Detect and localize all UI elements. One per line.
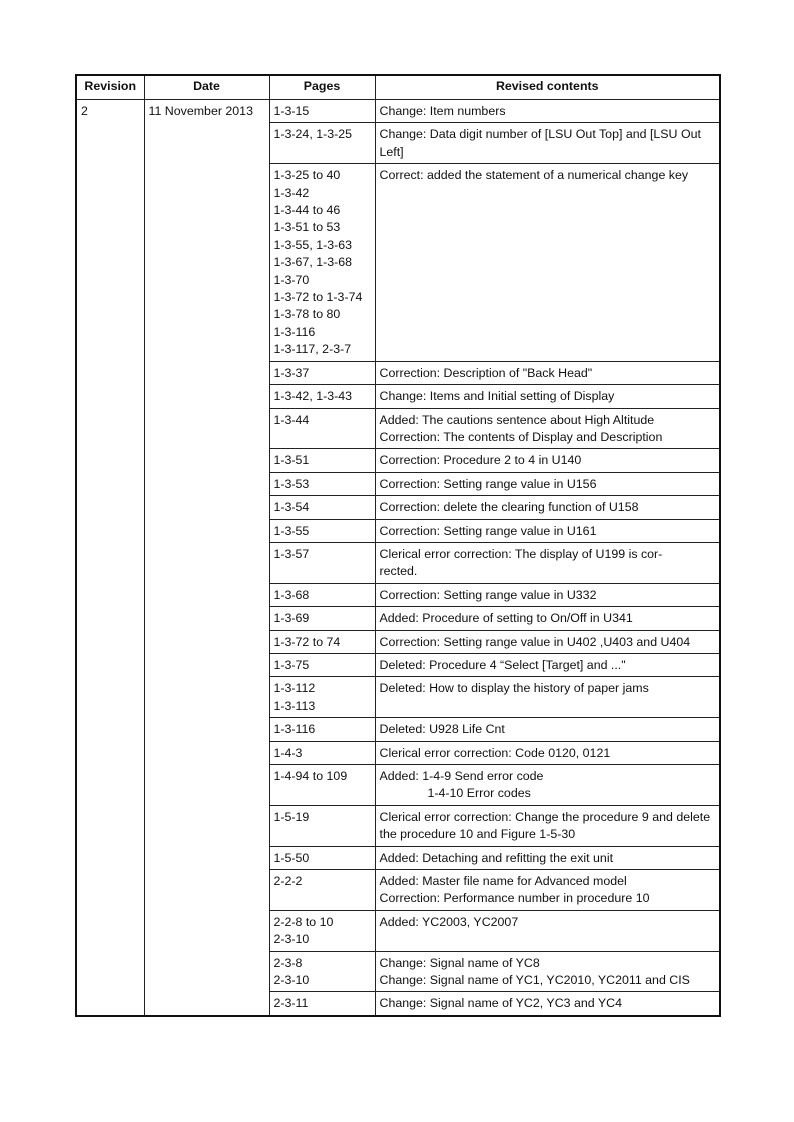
pages-cell xyxy=(269,805,375,846)
page-ref: 1-5-50 xyxy=(273,850,310,865)
page-ref: 1-3-57 xyxy=(273,546,310,561)
revised-contents-cell xyxy=(375,164,720,361)
content-line: Change: Signal name of YC2, YC3 and YC4 xyxy=(379,996,622,1011)
pages-cell xyxy=(269,449,375,472)
page-ref: 1-3-72 to 1-3-74 xyxy=(273,290,363,305)
page-ref: 1-3-68 xyxy=(273,587,310,602)
header-date: Date xyxy=(144,75,269,100)
page-ref: 1-5-19 xyxy=(273,809,310,824)
page-ref: 2-3-11 xyxy=(273,996,309,1011)
pages-cell xyxy=(269,519,375,542)
pages-cell xyxy=(269,630,375,653)
pages-cell xyxy=(269,100,375,123)
revised-contents-cell xyxy=(375,677,720,718)
content-line: 1-4-10 Error codes xyxy=(427,786,531,801)
revised-contents-cell xyxy=(375,765,720,806)
header-row xyxy=(76,75,720,100)
page-ref: 2-3-10 xyxy=(273,932,310,947)
revision-number: 2 xyxy=(76,100,144,1016)
pages-cell xyxy=(269,496,375,519)
content-line: Correction: Description of "Back Head" xyxy=(379,365,593,380)
revised-contents-cell xyxy=(375,718,720,741)
page-ref: 2-3-8 xyxy=(273,955,303,970)
revised-contents-cell xyxy=(375,472,720,495)
revised-contents-cell xyxy=(375,910,720,951)
page-ref: 1-3-54 xyxy=(273,500,310,515)
content-line: Change: Items and Initial setting of Display xyxy=(379,389,615,404)
header-pages: Pages xyxy=(269,75,375,100)
page-ref: 1-3-44 to 46 xyxy=(273,203,341,218)
content-line: Correction: delete the clearing function of U158 xyxy=(379,500,639,515)
page-ref: 1-3-116 xyxy=(273,722,316,737)
pages-cell xyxy=(269,870,375,911)
revised-contents-cell xyxy=(375,741,720,764)
content-line: Correction: Procedure 2 to 4 in U140 xyxy=(379,453,582,468)
page-ref: 1-3-51 to 53 xyxy=(273,220,341,235)
page-ref: 1-3-116 xyxy=(273,324,316,339)
revised-contents-cell xyxy=(375,951,720,992)
content-line: Correction: The contents of Display and Description xyxy=(379,429,663,444)
page-ref: 1-3-78 to 80 xyxy=(273,307,341,322)
revised-contents-cell xyxy=(375,630,720,653)
table-body xyxy=(76,100,720,1016)
pages-cell xyxy=(269,542,375,583)
pages-cell xyxy=(269,718,375,741)
content-line: Correction: Setting range value in U161 xyxy=(379,523,597,538)
page-ref: 1-3-44 xyxy=(273,412,310,427)
revised-contents-cell xyxy=(375,123,720,164)
content-line: Correction: Performance number in procedure 10 xyxy=(379,891,650,906)
revision-date: 11 November 2013 xyxy=(144,100,269,1016)
page-ref: 1-3-42, 1-3-43 xyxy=(273,389,353,404)
pages-cell xyxy=(269,385,375,408)
pages-cell xyxy=(269,765,375,806)
content-line: Correction: Setting range value in U402 ,U403 and U404 xyxy=(379,634,691,649)
page-ref: 1-3-69 xyxy=(273,611,310,626)
pages-cell xyxy=(269,472,375,495)
content-line: Added: Procedure of setting to On/Off in U341 xyxy=(379,611,633,626)
page-ref: 1-3-37 xyxy=(273,365,310,380)
content-line: Added: 1-4-9 Send error code xyxy=(379,769,544,783)
page-ref: 1-3-42 xyxy=(273,185,310,200)
page-ref: 1-4-94 to 109 xyxy=(273,769,348,783)
pages-cell xyxy=(269,992,375,1016)
content-line: rected. xyxy=(379,564,418,579)
content-line: Added: Detaching and refitting the exit unit xyxy=(379,850,614,865)
header-revised-contents: Revised contents xyxy=(375,75,720,100)
content-line: Added: The cautions sentence about High Altitude xyxy=(379,412,655,427)
page-ref: 1-3-55, 1-3-63 xyxy=(273,237,353,252)
content-line: Change: Signal name of YC1, YC2010, YC2011 and CIS xyxy=(379,973,690,988)
page-ref: 1-3-25 to 40 xyxy=(273,168,341,183)
content-line: Clerical error correction: Code 0120, 0121 xyxy=(379,745,611,760)
revised-contents-cell xyxy=(375,992,720,1016)
pages-cell xyxy=(269,741,375,764)
revised-contents-cell xyxy=(375,449,720,472)
content-line: Added: Master file name for Advanced model xyxy=(379,874,627,889)
content-line: Clerical error correction: Change the procedure 9 and delete the procedure 10 and Figure 1-5-30 xyxy=(379,809,714,842)
pages-cell xyxy=(269,846,375,869)
content-line: Change: Signal name of YC8 xyxy=(379,955,540,970)
header-revision: Revision xyxy=(76,75,144,100)
revised-contents-cell xyxy=(375,542,720,583)
revised-contents-cell xyxy=(375,805,720,846)
revised-contents-cell xyxy=(375,496,720,519)
revised-contents-cell xyxy=(375,870,720,911)
content-line: Correct: added the statement of a numerical change key xyxy=(379,168,689,183)
content-line: Deleted: How to display the history of paper jams xyxy=(379,681,649,696)
content-line: Correction: Setting range value in U156 xyxy=(379,476,597,491)
pages-cell xyxy=(269,583,375,606)
page-ref: 2-3-10 xyxy=(273,973,310,988)
pages-cell xyxy=(269,607,375,630)
page-ref: 1-3-113 xyxy=(273,698,316,713)
content-line: Deleted: U928 Life Cnt xyxy=(379,722,505,737)
page-ref: 1-3-72 to 74 xyxy=(273,634,341,649)
content-line: Deleted: Procedure 4 “Select [Target] and ..." xyxy=(379,657,626,672)
page-ref: 2-2-2 xyxy=(273,874,303,889)
page-ref: 1-3-117, 2-3-7 xyxy=(273,342,352,357)
revised-contents-cell xyxy=(375,408,720,449)
content-line: Added: YC2003, YC2007 xyxy=(379,914,519,929)
pages-cell xyxy=(269,408,375,449)
content-line: Correction: Setting range value in U332 xyxy=(379,587,597,602)
content-line: Change: Item numbers xyxy=(379,104,506,118)
page-ref: 1-3-112 xyxy=(273,681,316,696)
pages-cell xyxy=(269,361,375,384)
revised-contents-cell xyxy=(375,583,720,606)
page-ref: 1-3-51 xyxy=(273,453,310,468)
revised-contents-cell xyxy=(375,100,720,123)
table-row xyxy=(76,100,720,123)
page-ref: 1-3-55 xyxy=(273,523,310,538)
revised-contents-cell xyxy=(375,385,720,408)
page-ref: 1-3-67, 1-3-68 xyxy=(273,255,353,270)
content-line: Change: Data digit number of [LSU Out Top] and [LSU Out Left] xyxy=(379,127,705,159)
revised-contents-cell xyxy=(375,653,720,676)
pages-cell xyxy=(269,123,375,164)
page-ref: 1-3-75 xyxy=(273,657,310,672)
page-ref: 1-3-70 xyxy=(273,272,310,287)
revised-contents-cell xyxy=(375,361,720,384)
revision-history-table xyxy=(75,74,721,1017)
pages-cell xyxy=(269,164,375,361)
revised-contents-cell xyxy=(375,846,720,869)
pages-cell xyxy=(269,951,375,992)
content-line: Clerical error correction: The display of U199 is cor- xyxy=(379,546,663,561)
pages-cell xyxy=(269,653,375,676)
revised-contents-cell xyxy=(375,519,720,542)
page-ref: 1-3-53 xyxy=(273,476,310,491)
page-ref: 1-3-15 xyxy=(273,104,310,118)
pages-cell xyxy=(269,910,375,951)
page-ref: 2-2-8 to 10 xyxy=(273,914,334,929)
pages-cell xyxy=(269,677,375,718)
revised-contents-cell xyxy=(375,607,720,630)
page-ref: 1-3-24, 1-3-25 xyxy=(273,127,353,142)
page-ref: 1-4-3 xyxy=(273,745,303,760)
